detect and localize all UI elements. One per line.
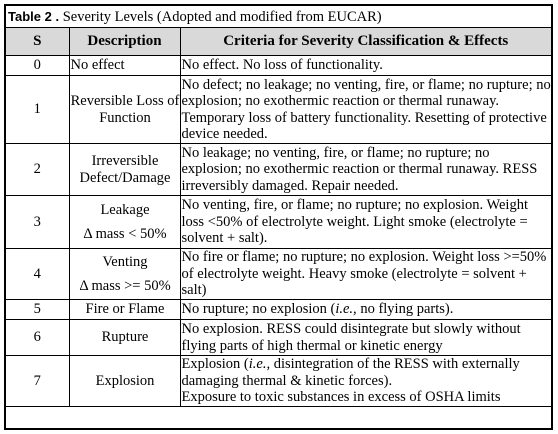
severity-criteria: No effect. No loss of functionality. — [180, 56, 551, 76]
severity-level: 7 — [6, 356, 69, 407]
criteria-text: no flying parts). — [356, 301, 454, 318]
severity-level: 0 — [6, 56, 69, 76]
severity-criteria: No defect; no leakage; no venting, fire, or flame; no rupture; no explosion; no exothermic reaction or thermal runaway. Temporary loss of battery functionality. Resetting of protective device needed. — [181, 76, 551, 142]
severity-description: Fire or Flame — [69, 300, 180, 320]
severity-description — [69, 196, 180, 249]
table-row — [6, 356, 551, 407]
table-row — [6, 76, 551, 144]
table-header-row — [6, 28, 551, 56]
header-criteria: Criteria for Severity Classification & Effects — [180, 28, 551, 56]
severity-level: 2 — [6, 144, 69, 196]
severity-criteria — [180, 356, 551, 407]
table-row — [6, 249, 551, 300]
severity-description-sub: Δ mass >= 50% — [79, 277, 171, 294]
table-row — [6, 56, 551, 76]
severity-criteria: No fire or flame; no rupture; no explosion. Weight loss >=50% of electrolyte weight. Heavy smoke (electrolyte = solvent + salt) — [180, 249, 551, 300]
severity-level: 3 — [6, 196, 69, 249]
criteria-text: No rupture; no explosion ( — [181, 301, 336, 318]
severity-criteria: No venting, fire, or flame; no rupture; no explosion. Weight loss <50% of electrolyte weight. Light smoke (electrolyte = solvent + salt). — [180, 196, 551, 249]
severity-description-main: Leakage — [100, 202, 150, 218]
severity-description: Reversible Loss of Function — [69, 76, 180, 144]
table-caption-label: Table 2 . — [8, 9, 60, 24]
header-s: S — [6, 28, 69, 56]
criteria-emphasis: i.e., — [248, 356, 271, 373]
severity-table — [6, 28, 551, 407]
severity-table-figure — [4, 4, 553, 430]
severity-level: 1 — [6, 76, 69, 144]
criteria-emphasis: i.e., — [335, 301, 357, 318]
severity-criteria: No leakage; no venting, fire, or flame; no rupture; no explosion; no exothermic reaction or thermal runaway. RESS irreversibly damaged. Repair needed. — [180, 144, 551, 196]
severity-description: No effect — [69, 56, 180, 76]
severity-description — [69, 249, 180, 300]
severity-level: 5 — [6, 300, 69, 320]
criteria-text: Exposure to toxic substances in excess of OSHA limits — [181, 389, 501, 406]
table-row — [6, 320, 551, 356]
severity-description-main: Venting — [102, 254, 148, 270]
table-row — [6, 300, 551, 320]
criteria-text: Explosion ( — [181, 356, 249, 373]
severity-description-sub: Δ mass < 50% — [83, 225, 167, 242]
severity-description: Rupture — [69, 320, 180, 356]
severity-description: Explosion — [69, 356, 180, 407]
severity-level: 6 — [6, 320, 69, 356]
table-caption — [6, 6, 551, 28]
table-row — [6, 144, 551, 196]
severity-criteria: No explosion. RESS could disintegrate but slowly without flying parts of high thermal or kinetic energy — [180, 320, 551, 356]
severity-level: 4 — [6, 249, 69, 300]
severity-criteria — [180, 300, 551, 320]
criteria-text: disintegration of the RESS with externally damaging thermal & kinetic forces). — [181, 356, 520, 389]
severity-description: Irreversible Defect/Damage — [69, 144, 180, 196]
table-caption-text: Severity Levels (Adopted and modified from EUCAR) — [62, 9, 382, 25]
header-description: Description — [69, 28, 180, 56]
table-row — [6, 196, 551, 249]
